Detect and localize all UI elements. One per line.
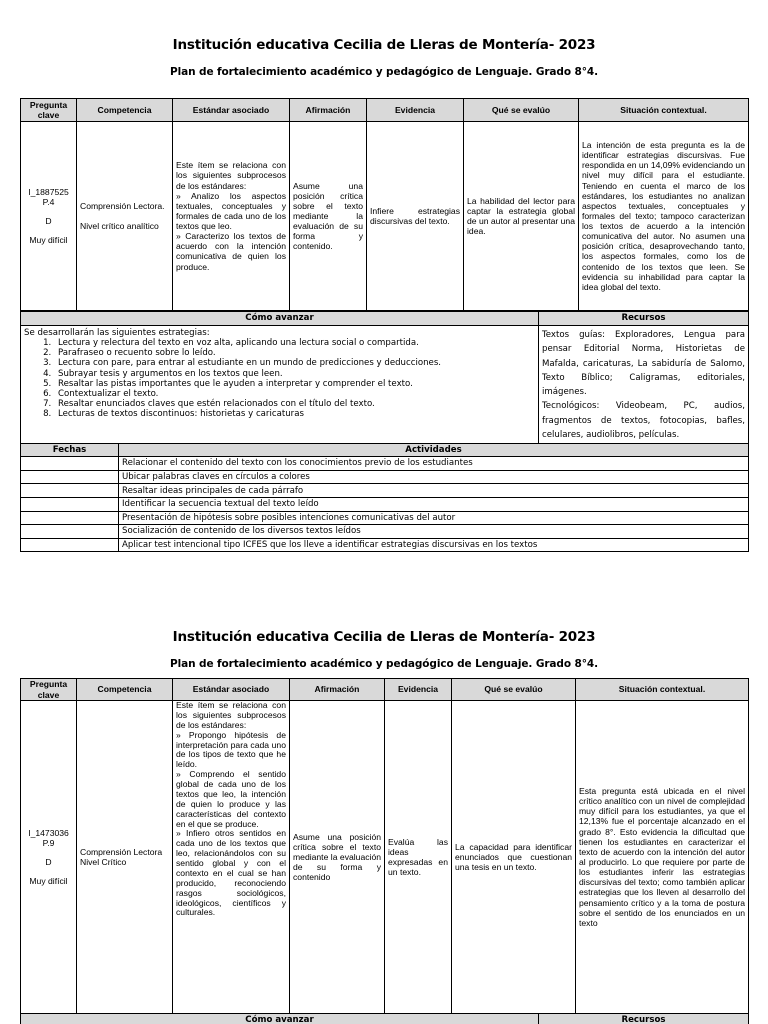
header-evaluo: Qué se evalúo <box>464 99 579 122</box>
page-subtitle: Plan de fortalecimiento académico y pedagógico de Lenguaje. Grado 8°4. <box>170 66 598 78</box>
fecha-cell <box>21 484 119 498</box>
estandar-intro: Este ítem se relaciona con los siguientes subprocesos de los estándares: <box>176 700 286 730</box>
pregunta-number: P.9 <box>42 837 55 848</box>
header-evidencia: Evidencia <box>367 99 464 122</box>
estandar-cell <box>173 122 290 311</box>
estandar-item: » Analizo los aspectos textuales, conceptuales y formales de cada uno de los textos que leo. <box>176 190 286 232</box>
strategies-list <box>54 338 535 419</box>
content-row <box>21 701 749 1014</box>
page-title: Institución educativa Cecilia de Lleras de Montería- 2023 <box>172 37 596 53</box>
competencia-name: Comprensión Lectora <box>80 846 163 857</box>
strategy-item: 4. Subrayar tesis y argumentos en los textos que leen. <box>54 369 535 379</box>
estandar-item: » Caracterizo los textos de acuerdo con la intención comunicativa de quien los produce. <box>176 231 286 272</box>
header-pregunta: Pregunta clave <box>21 679 77 701</box>
pregunta-cell <box>21 701 77 1014</box>
header-estandar: Estándar asociado <box>173 99 290 122</box>
recursos-heading: Recursos <box>539 312 749 326</box>
header-competencia: Competencia <box>77 679 173 701</box>
header-row <box>21 679 749 701</box>
evidencia-cell: Infiere estrategias discursivas del texto. <box>367 122 464 311</box>
activity-item: Resaltar ideas principales de cada párrafo <box>119 484 749 498</box>
strategy-item: 8. Lecturas de textos discontinuos: historietas y caricaturas <box>54 409 535 419</box>
fecha-cell <box>21 511 119 525</box>
pregunta-difficulty: Muy difícil <box>29 876 68 887</box>
afirmacion-cell: Asume una posición crítica sobre el texto mediante la evaluación de su forma y contenido <box>290 701 385 1014</box>
como-avanzar-heading: Cómo avanzar <box>21 312 539 326</box>
activity-item: Aplicar test intencional tipo ICFES que los lleve a identificar estrategias discursivas en los textos <box>119 538 749 552</box>
recursos-heading: Recursos <box>539 1014 749 1024</box>
competencia-cell <box>77 122 173 311</box>
header-situacion: Situación contextual. <box>579 99 749 122</box>
header-competencia: Competencia <box>77 99 173 122</box>
header-evaluo: Qué se evalúo <box>452 679 576 701</box>
fecha-cell <box>21 538 119 552</box>
competencia-name: Comprensión Lectora. <box>80 201 165 212</box>
evaluo-cell: La capacidad para identificar enunciados que cuestionan una tesis en un texto. <box>452 701 576 1014</box>
activity-item: Relacionar el contenido del texto con los conocimientos previo de los estudiantes <box>119 457 749 471</box>
plan-table-1 <box>20 98 749 311</box>
como-avanzar-heading: Cómo avanzar <box>21 1014 539 1024</box>
afirmacion-cell: Asume una posición crítica sobre el texto mediante la evaluación de su forma y contenido. <box>290 122 367 311</box>
evaluo-cell: La habilidad del lector para captar la estrategia global de un autor al presentar una idea. <box>464 122 579 311</box>
estandar-cell <box>173 701 290 1014</box>
fecha-cell <box>21 457 119 471</box>
strategies-cell <box>21 326 539 445</box>
recursos-cell <box>539 326 749 445</box>
fecha-cell <box>21 525 119 539</box>
activity-item: Ubicar palabras claves en círculos a colores <box>119 470 749 484</box>
strategies-table-2 <box>20 1013 749 1024</box>
strategy-item: 1. Lectura y relectura del texto en voz alta, aplicando una lectura social o compartida. <box>54 338 535 348</box>
pregunta-number: P.4 <box>42 196 55 207</box>
activity-item: Socialización de contenido de los diversos textos leídos <box>119 525 749 539</box>
situacion-cell: Esta pregunta está ubicada en el nivel crítico analítico con un nivel de complejidad muy difícil para los estudiantes, ya que el 12,13% fue el porcentaje alcanzado en el grado 8°. Esto evidencia la dificultad que tienen los estudiantes en caracterizar el texto de acuerdo con la intención del autor al producirlo. Lo que requiere por parte de los estudiantes inferir las estrategias discursivas del texto; como también aplicar estrategias que los lleven al desarrollo del pensamiento crítico y a la toma de postura sobre el sentido de los enunciados en un texto <box>576 701 749 1014</box>
strategy-item: 5. Resaltar las pistas importantes que le ayuden a interpretar y comprender el texto. <box>54 379 535 389</box>
header-afirmacion: Afirmación <box>290 99 367 122</box>
pregunta-difficulty: Muy difícil <box>29 235 68 246</box>
header-afirmacion: Afirmación <box>290 679 385 701</box>
pregunta-code: I_1887525 <box>28 186 69 197</box>
header-row <box>21 99 749 122</box>
strategy-item: 7. Resaltar enunciados claves que estén relacionados con el título del texto. <box>54 399 535 409</box>
estandar-item: » Infiero otros sentidos en cada uno de los textos que leo, relacionándolos con su sentido global y con el contexto en el cual se han producido, reconociendo rasgos sociológicos, ideológicos, científicos y culturales. <box>176 828 286 918</box>
estandar-item: » Comprendo el sentido global de cada uno de los textos que leo, la intención de quien lo produce y las características del contexto en el que se produce. <box>176 769 286 829</box>
activity-item: Identificar la secuencia textual del texto leído <box>119 497 749 511</box>
header-evidencia: Evidencia <box>385 679 452 701</box>
page-title: Institución educativa Cecilia de Lleras de Montería- 2023 <box>172 629 596 645</box>
strategy-item: 6. Contextualizar el texto. <box>54 389 535 399</box>
page-subtitle: Plan de fortalecimiento académico y pedagógico de Lenguaje. Grado 8°4. <box>170 658 598 670</box>
strategy-item: 2. Parafraseo o recuento sobre lo leído. <box>54 348 535 358</box>
recursos-tecnologicos: Tecnológicos: Videobeam, PC, audios, fragmentos de textos, fotocopias, bafles, celulares, audiolibros, películas. <box>542 401 745 440</box>
pregunta-key: D <box>45 857 52 867</box>
estandar-item: » Propongo hipótesis de interpretación para cada uno de los tipos de texto que he leído. <box>176 729 286 770</box>
activity-item: Presentación de hipótesis sobre posibles intenciones comunicativas del autor <box>119 511 749 525</box>
fecha-cell <box>21 470 119 484</box>
fechas-heading: Fechas <box>21 444 119 457</box>
fecha-cell <box>21 497 119 511</box>
header-estandar: Estándar asociado <box>173 679 290 701</box>
actividades-heading: Actividades <box>119 444 749 457</box>
strategies-intro: Se desarrollarán las siguientes estrategias: <box>24 328 210 338</box>
competencia-level: Nivel crítico analítico <box>80 220 159 231</box>
situacion-cell: La intención de esta pregunta es la de identificar estrategias discursivas. Fue respondida en un 14,09% evidenciando un nivel muy difícil para el estudiante. Teniendo en cuenta el marco de los estándares, los estudiantes no analizan aspectos textuales, conceptuales y formales del texto; tampoco caracterizan los textos de acuerdo a la intención comunicativa del autor. No asumen una posición crítica, desaprovechando tanto, los aspectos formales, como los de contenido de los textos que leen. Se evidencia su inhabilidad para captar la idea global del texto. <box>579 122 749 311</box>
strategies-table-1 <box>20 311 749 445</box>
header-situacion: Situación contextual. <box>576 679 749 701</box>
estandar-intro: Este ítem se relaciona con los siguientes subprocesos de los estándares: <box>176 160 286 191</box>
pregunta-key: D <box>45 216 52 226</box>
evidencia-cell: Evalúa las ideas expresadas en un texto. <box>385 701 452 1014</box>
competencia-cell <box>77 701 173 1014</box>
strategy-item: 3. Lectura con pare, para entrar al estudiante en un mundo de predicciones y deducciones. <box>54 358 535 368</box>
activities-table-1 <box>20 443 749 552</box>
competencia-level: Nivel Crítico <box>80 857 127 867</box>
pregunta-code: I_1473036 <box>28 827 69 838</box>
header-pregunta: Pregunta clave <box>21 99 77 122</box>
recursos-textos: Textos guías: Exploradores, Lengua para pensar Editorial Norma, Historietas de Mafalda, caricaturas, La sabiduría de Salomo, Texto Bíblico; Caligramas, editoriales, imágenes. <box>542 330 745 398</box>
pregunta-cell <box>21 122 77 311</box>
content-row <box>21 122 749 311</box>
plan-table-2 <box>20 678 749 1014</box>
